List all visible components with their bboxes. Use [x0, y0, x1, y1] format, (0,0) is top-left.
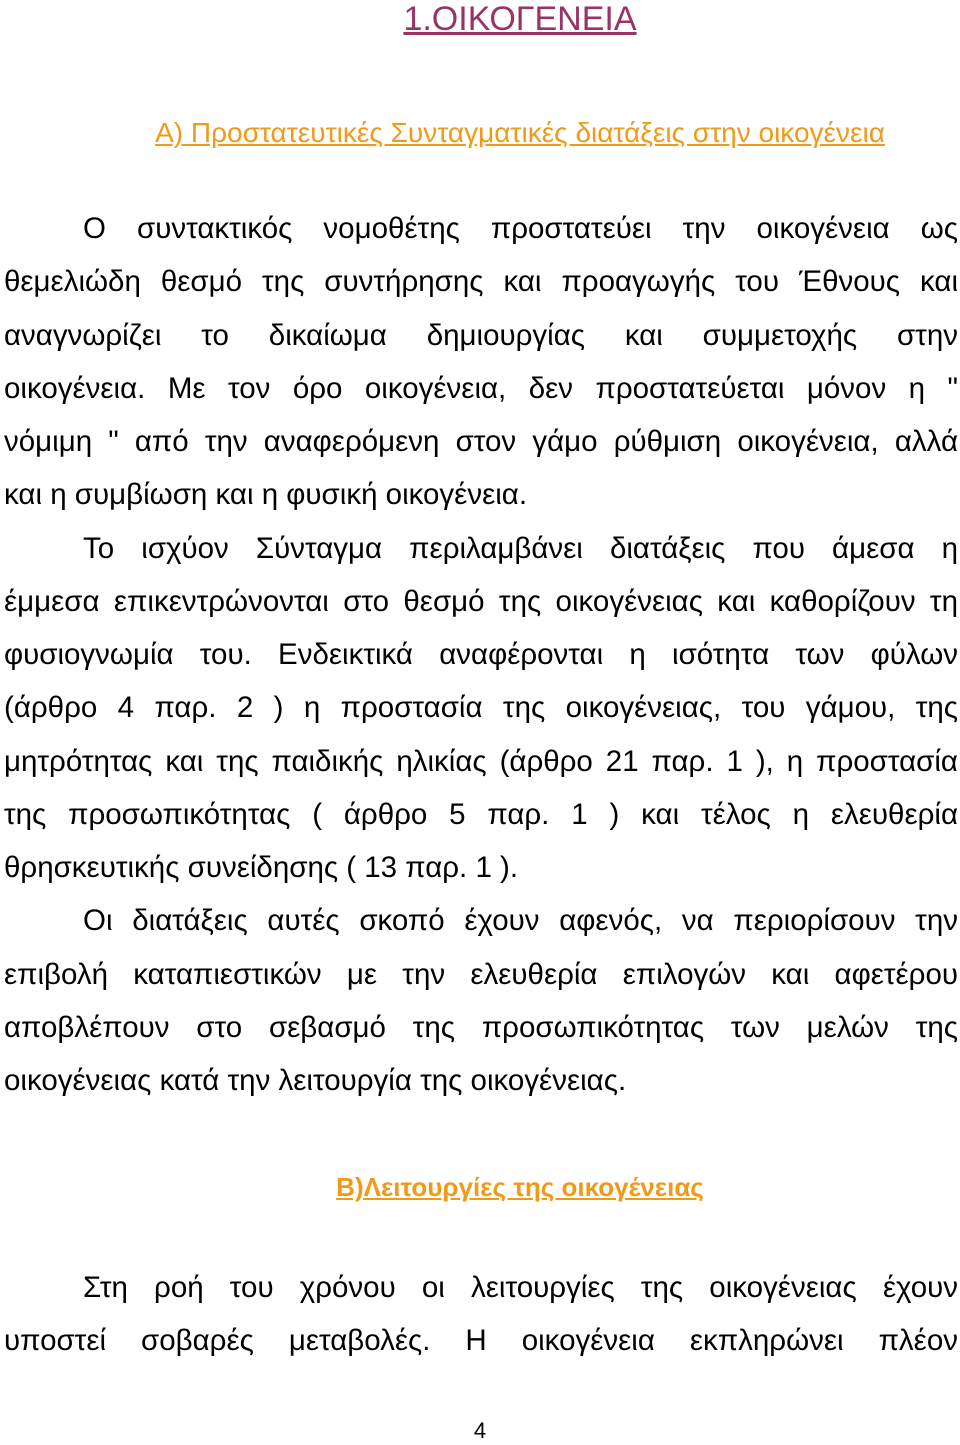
- paragraph-line: Το ισχύον Σύνταγμα περιλαμβάνει διατάξεις που άμεσα η: [83, 531, 958, 565]
- paragraph-line: νόμιμη " από την αναφερόμενη στον γάμο ρύθμιση οικογένεια, αλλά: [4, 425, 958, 458]
- page-number: 4: [473, 1418, 487, 1443]
- paragraph-line: μητρότητας και της παιδικής ηλικίας (άρθρο 21 παρ. 1 ), η προστασία: [4, 744, 958, 778]
- paragraph-line: της προσωπικότητας ( άρθρο 5 παρ. 1 ) και τέλος η ελευθερία: [4, 797, 958, 831]
- paragraph-line: οικογένειας κατά την λειτουργία της οικογένειας.: [4, 1064, 627, 1097]
- paragraph-line: Οι διατάξεις αυτές σκοπό έχουν αφενός, να περιορίσουν την: [83, 904, 958, 938]
- paragraph-line: Στη ροή του χρόνου οι λειτουργίες της οικογένειας έχουν: [83, 1271, 958, 1304]
- paragraph-line: επιβολή καταπιεστικών με την ελευθερία επιλογών και αφετέρου: [4, 957, 958, 991]
- paragraph-line: Ο συντακτικός νομοθέτης προστατεύει την οικογένεια ως: [83, 212, 958, 245]
- paragraph-line: θρησκευτικής συνείδησης ( 13 παρ. 1 ).: [4, 851, 519, 884]
- document-title: 1.ΟΙΚΟΓΕΝΕΙΑ: [403, 0, 637, 38]
- paragraph-line: θεμελιώδη θεσμό της συντήρησης και προαγωγής του Έθνους και: [4, 265, 958, 299]
- paragraph-line: έμμεσα επικεντρώνονται στο θεσμό της οικογένειας και καθορίζουν τη: [4, 584, 958, 618]
- paragraph: [4, 894, 958, 1107]
- paragraph: [4, 522, 958, 895]
- paragraph-line: οικογένεια. Με τον όρο οικογένεια, δεν προστατεύεται μόνον η ": [4, 371, 958, 405]
- section-a-heading: Α) Προστατευτικές Συνταγματικές διατάξεις στην οικογένεια: [155, 117, 885, 148]
- paragraph-line: αποβλέπουν στο σεβασμό της προσωπικότητας των μελών της: [4, 1010, 958, 1044]
- paragraph: [4, 1261, 958, 1368]
- paragraph-line: φυσιογνωμία του. Ενδεικτικά αναφέρονται η ισότητα των φύλων: [4, 638, 958, 671]
- paragraph-line: υποστεί σοβαρές μεταβολές. Η οικογένεια εκπληρώνει πλέον: [4, 1324, 958, 1358]
- paragraph-line: και η συμβίωση και η φυσική οικογένεια.: [4, 478, 528, 512]
- paragraph-line: αναγνωρίζει το δικαίωμα δημιουργίας και συμμετοχής στην: [4, 318, 958, 352]
- section-a-body: [4, 202, 958, 1107]
- section-b-heading: Β)Λειτουργίες της οικογένειας: [336, 1172, 704, 1202]
- paragraph: [4, 202, 958, 522]
- section-b-body: [4, 1261, 958, 1368]
- paragraph-line: (άρθρο 4 παρ. 2 ) η προστασία της οικογένειας, του γάμου, της: [4, 691, 958, 725]
